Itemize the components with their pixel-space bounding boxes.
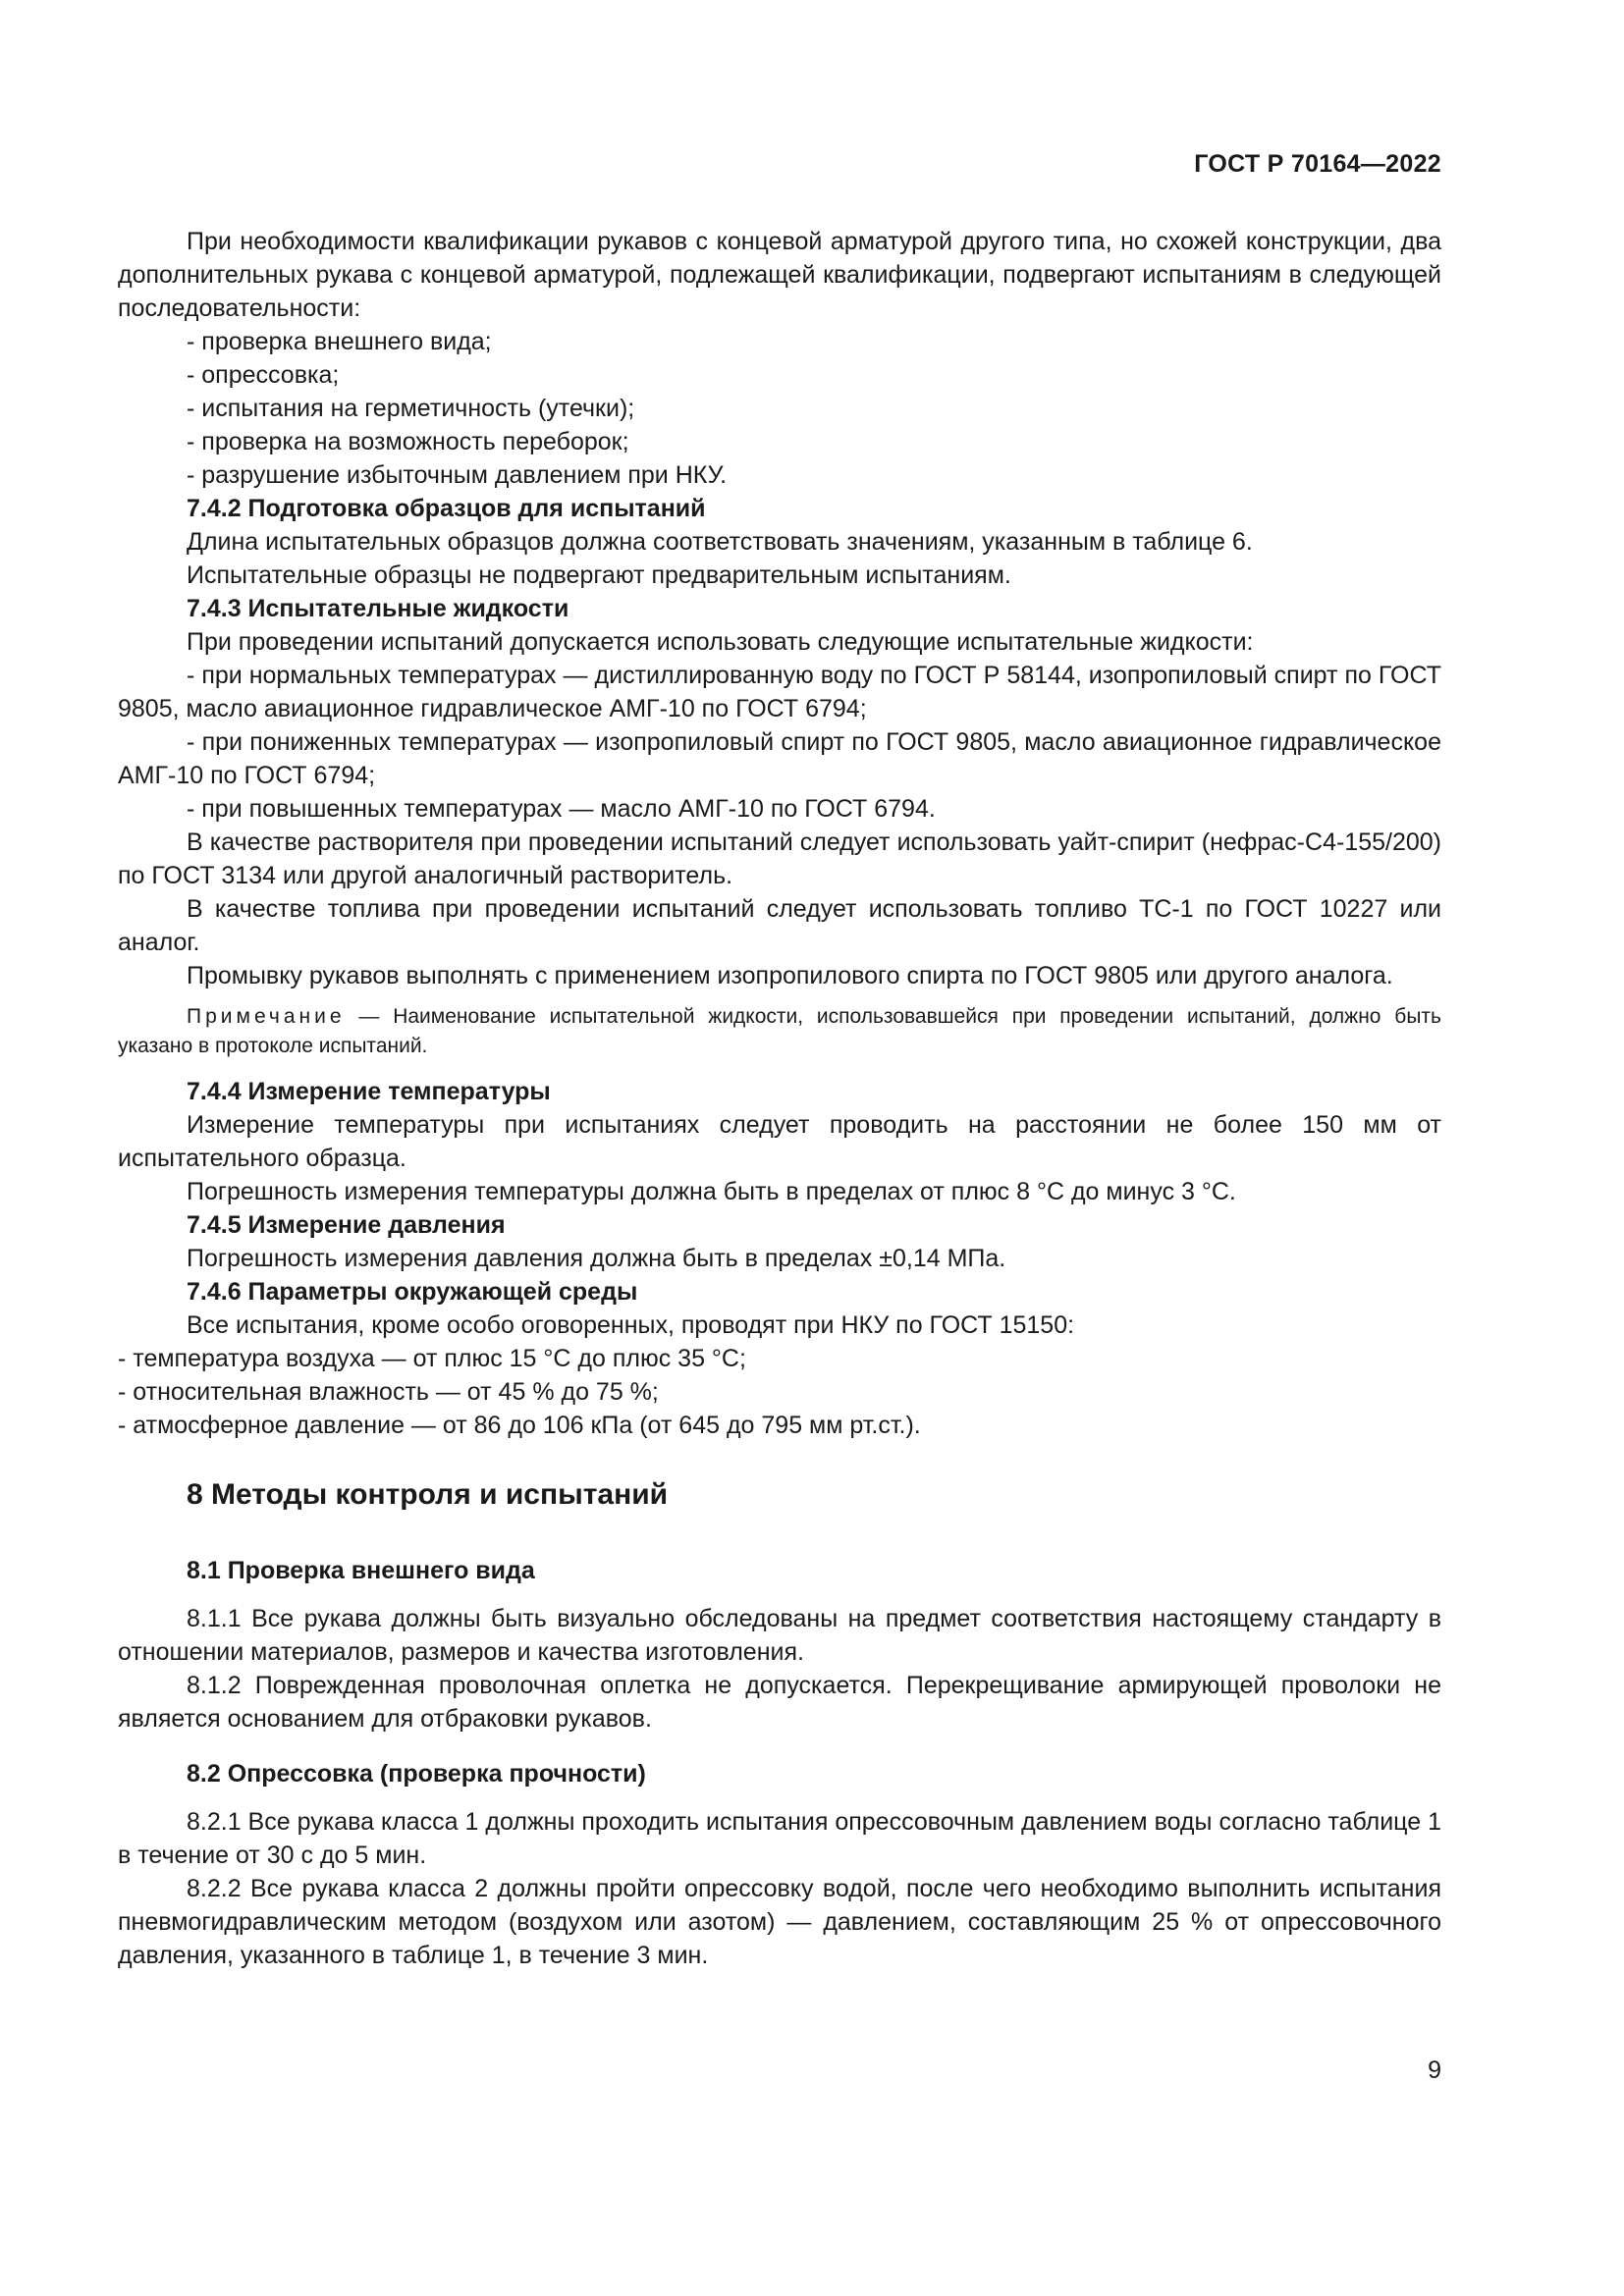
section-heading-7-4-3: 7.4.3 Испытательные жидкости	[187, 595, 569, 622]
chapter-heading-8: 8 Методы контроля и испытаний	[187, 1478, 669, 1511]
paragraph: Погрешность измерения давления должна быть в пределах ±0,14 МПа.	[187, 1245, 1006, 1272]
section-heading-8-1: 8.1 Проверка внешнего вида	[187, 1557, 535, 1584]
list-item: - опрессовка;	[118, 358, 1441, 392]
paragraph: Все испытания, кроме особо оговоренных, проводят при НКУ по ГОСТ 15150:	[187, 1311, 1075, 1339]
paragraph: Длина испытательных образцов должна соответствовать значениям, указанным в таблице 6.	[187, 528, 1253, 556]
paragraph: - при нормальных температурах — дистиллированную воду по ГОСТ Р 58144, изопропиловый спирт по ГОСТ 9805, масло авиационное гидравлическое АМГ-10 по ГОСТ 6794;	[118, 662, 1441, 722]
list-item: - температура воздуха — от плюс 15 °С до плюс 35 °С;	[118, 1342, 1441, 1375]
section-heading-8-2: 8.2 Опрессовка (проверка прочности)	[187, 1760, 646, 1788]
paragraph: 8.1.2 Поврежденная проволочная оплетка не допускается. Перекрещивание армирующей проволоки не является основанием для отбраковки рукавов.	[118, 1672, 1441, 1733]
environment-list	[118, 1342, 1441, 1442]
paragraph: Измерение температуры при испытаниях следует проводить на расстоянии не более 150 мм от испытательного образца.	[118, 1111, 1441, 1172]
page-number: 9	[1428, 2056, 1441, 2084]
page-content	[118, 225, 1441, 1972]
paragraph: В качестве топлива при проведении испытаний следует использовать топливо ТС-1 по ГОСТ 10227 или аналог.	[118, 895, 1441, 956]
section-heading-7-4-4: 7.4.4 Измерение температуры	[187, 1078, 551, 1105]
paragraph: 8.2.1 Все рукава класса 1 должны проходить испытания опрессовочным давлением воды согласно таблице 1 в течение от 30 с до 5 мин.	[118, 1808, 1441, 1869]
test-sequence-list	[118, 325, 1441, 492]
note	[118, 1002, 1441, 1061]
note-text: — Наименование испытательной жидкости, использовавшейся при проведении испытаний, должно быть указано в протоколе испытаний.	[118, 1005, 1441, 1057]
paragraph: При проведении испытаний допускается использовать следующие испытательные жидкости:	[187, 628, 1254, 656]
paragraph: 8.1.1 Все рукава должны быть визуально обследованы на предмет соответствия настоящему стандарту в отношении материалов, размеров и качества изготовления.	[118, 1605, 1441, 1666]
section-heading-7-4-6: 7.4.6 Параметры окружающей среды	[187, 1278, 638, 1306]
paragraph: В качестве растворителя при проведении испытаний следует использовать уайт-спирит (нефрас-С4-155/200) по ГОСТ 3134 или другой аналогичный растворитель.	[118, 828, 1441, 889]
paragraph: Испытательные образцы не подвергают предварительным испытаниям.	[187, 561, 1011, 589]
list-item: - испытания на герметичность (утечки);	[118, 392, 1441, 425]
paragraph: При необходимости квалификации рукавов с концевой арматурой другого типа, но схожей конструкции, два дополнительных рукава с концевой арматурой, подлежащей квалификации, подвергают испытаниям в следующей последовательности:	[118, 228, 1441, 322]
list-item: - атмосферное давление — от 86 до 106 кПа (от 645 до 795 мм рт.ст.).	[118, 1409, 1441, 1442]
paragraph: Погрешность измерения температуры должна быть в пределах от плюс 8 °С до минус 3 °С.	[187, 1178, 1236, 1205]
section-heading-7-4-5: 7.4.5 Измерение давления	[187, 1211, 506, 1239]
paragraph: 8.2.2 Все рукава класса 2 должны пройти опрессовку водой, после чего необходимо выполнить испытания пневмогидравлическим методом (воздухом или азотом) — давлением, составляющим 25 % от опрессовочного давления, указанного в таблице 1, в течение 3 мин.	[118, 1875, 1441, 1969]
paragraph: - при пониженных температурах — изопропиловый спирт по ГОСТ 9805, масло авиационное гидравлическое АМГ-10 по ГОСТ 6794;	[118, 728, 1441, 789]
note-label: Примечание	[187, 1005, 346, 1028]
list-item: - относительная влажность — от 45 % до 75 %;	[118, 1375, 1441, 1409]
document-code-header: ГОСТ Р 70164—2022	[1194, 150, 1441, 178]
list-item: - разрушение избыточным давлением при НКУ.	[118, 458, 1441, 492]
section-heading-7-4-2: 7.4.2 Подготовка образцов для испытаний	[187, 495, 706, 522]
list-item: - проверка на возможность переборок;	[118, 425, 1441, 458]
paragraph: - при повышенных температурах — масло АМГ-10 по ГОСТ 6794.	[187, 795, 936, 823]
paragraph: Промывку рукавов выполнять с применением изопропилового спирта по ГОСТ 9805 или другого аналога.	[187, 962, 1393, 989]
list-item: - проверка внешнего вида;	[118, 325, 1441, 358]
